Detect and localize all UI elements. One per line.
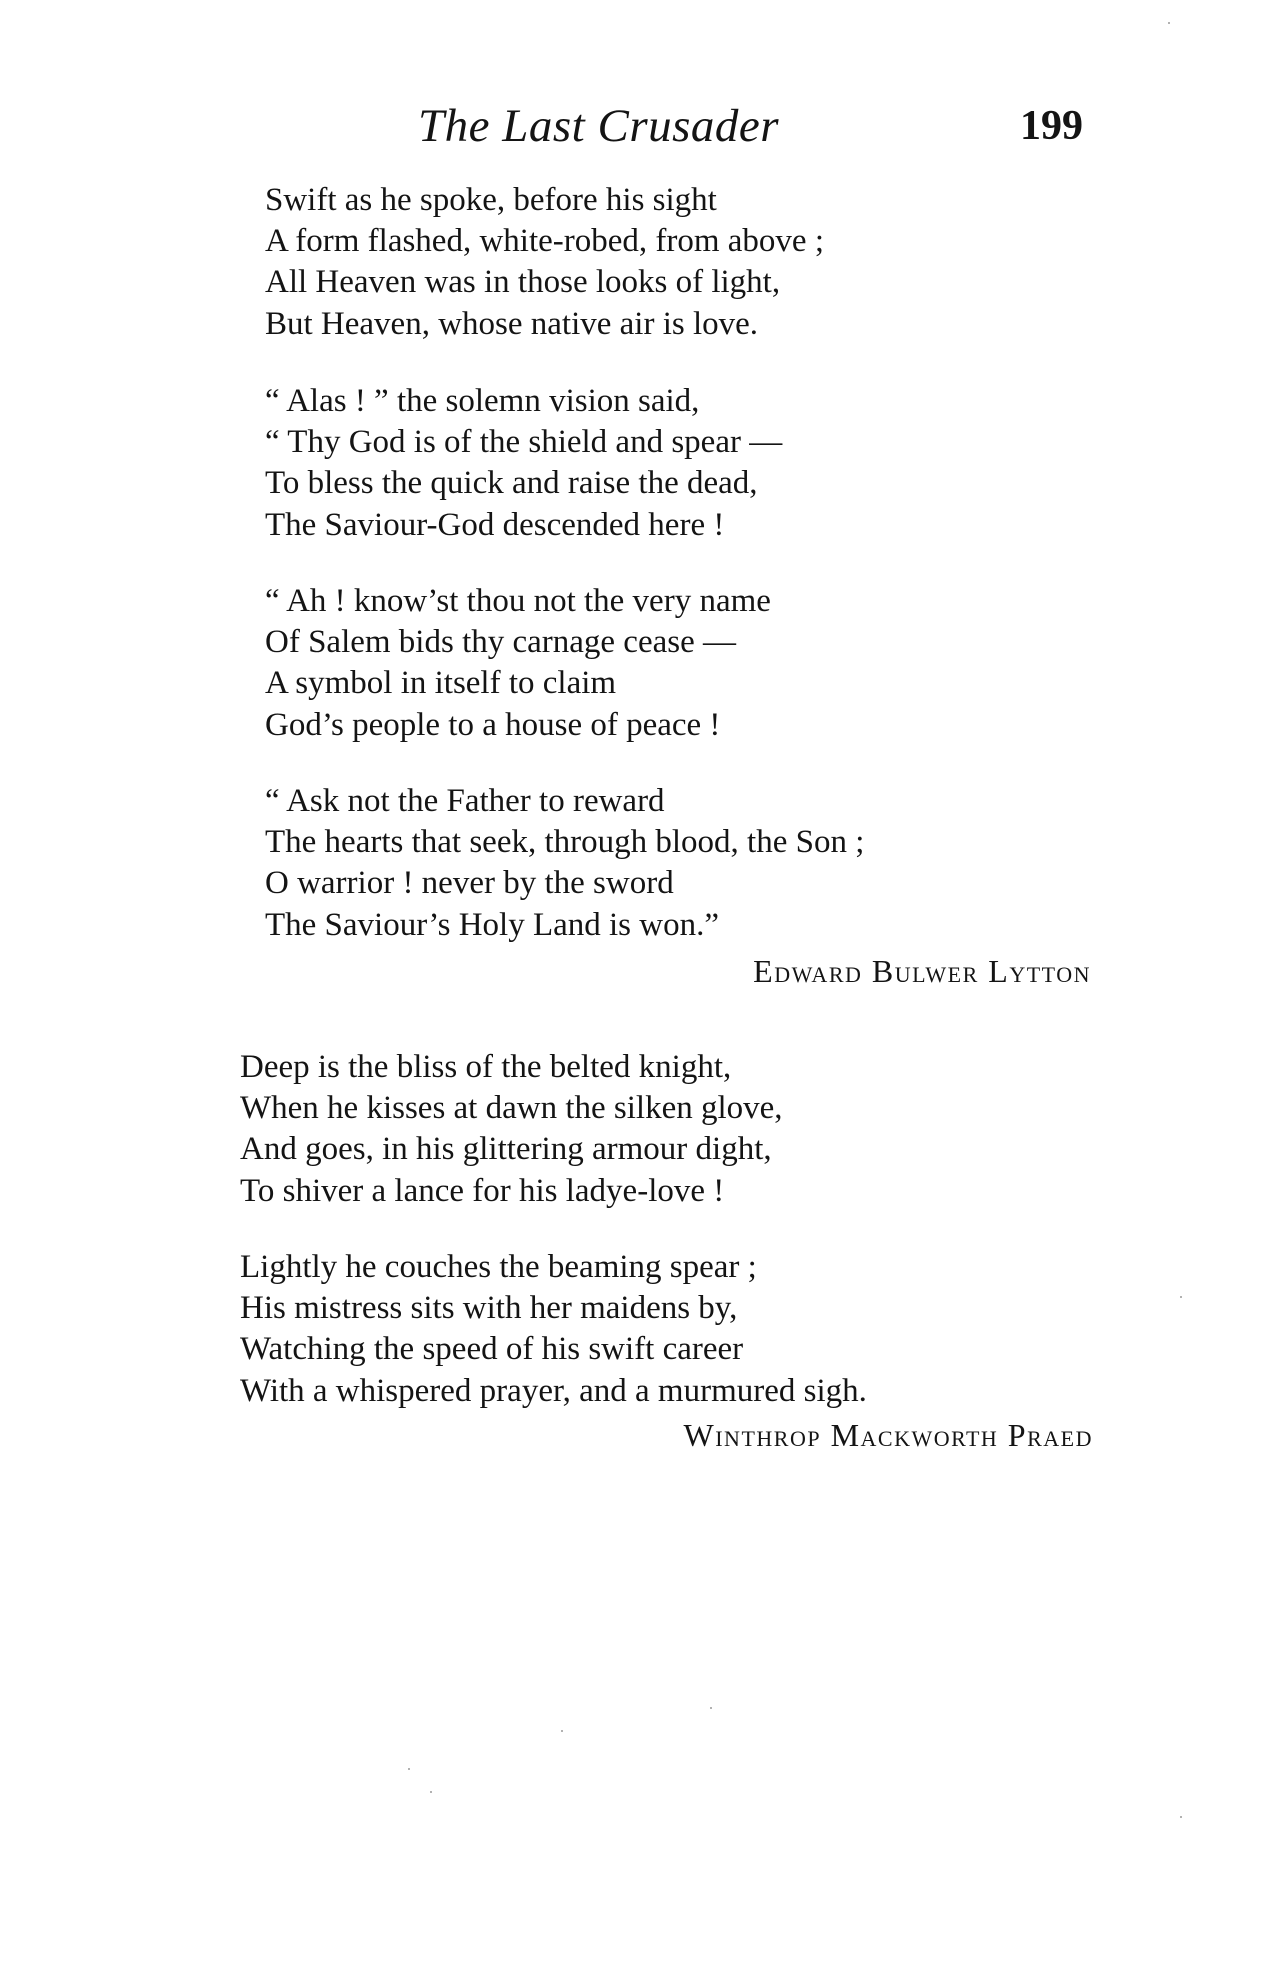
poem-line: “ Ask not the Father to reward [265,783,665,819]
scan-speck [408,1768,410,1770]
poem1-stanza-2 [265,381,782,546]
poem-line: The Saviour’s Holy Land is won.” [265,906,719,943]
scan-speck [710,1707,712,1709]
poem-line: “ Ah ! know’st thou not the very name [265,583,771,619]
running-title: The Last Crusader [418,100,780,152]
poem-line: Watching the speed of his swift career [240,1331,744,1368]
poem-line: O warrior ! never by the sword [265,865,674,902]
poem1-stanza-4 [265,781,864,946]
poem-line: The hearts that seek, through blood, the Son ; [265,824,865,861]
poem1-author: Edward Bulwer Lytton [753,953,1091,989]
scan-speck [1168,22,1170,24]
poem-line: “ Thy God is of the shield and spear — [265,424,783,461]
poem-line: Lightly he couches the beaming spear ; [240,1249,757,1285]
poem1-stanza-3 [265,581,771,746]
page-number: 199 [1020,103,1083,149]
poem2-stanza-1 [240,1047,783,1212]
poem-line: A form flashed, white-robed, from above ; [265,223,825,260]
poem-line: “ Alas ! ” the solemn vision said, [265,383,700,419]
poem-line: To bless the quick and raise the dead, [265,465,758,502]
poem-line: And goes, in his glittering armour dight, [240,1131,772,1168]
poem2-author: Winthrop Mackworth Praed [683,1417,1093,1453]
running-head [0,96,1273,156]
scan-speck [1180,1296,1182,1298]
scan-speck [430,1791,432,1793]
poem-line: The Saviour-God descended here ! [265,506,725,543]
poem-line: A symbol in itself to claim [265,665,617,702]
scan-speck [1180,1816,1182,1818]
poem2-stanza-2 [240,1247,867,1412]
poem-line: Of Salem bids thy carnage cease — [265,624,736,661]
poem-line: With a whispered prayer, and a murmured sigh. [240,1372,867,1409]
poem-line: Swift as he spoke, before his sight [265,182,717,218]
poem-line: To shiver a lance for his ladye-love ! [240,1172,725,1209]
poem-line: God’s people to a house of peace ! [265,706,721,743]
poem-line: All Heaven was in those looks of light, [265,264,781,301]
poem-line: But Heaven, whose native air is love. [265,305,759,342]
poem-line: His mistress sits with her maidens by, [240,1290,738,1327]
poem1-stanza-1 [265,180,824,345]
poem-line: Deep is the bliss of the belted knight, [240,1049,732,1085]
scan-speck [561,1730,563,1732]
poem-line: When he kisses at dawn the silken glove, [240,1090,783,1127]
